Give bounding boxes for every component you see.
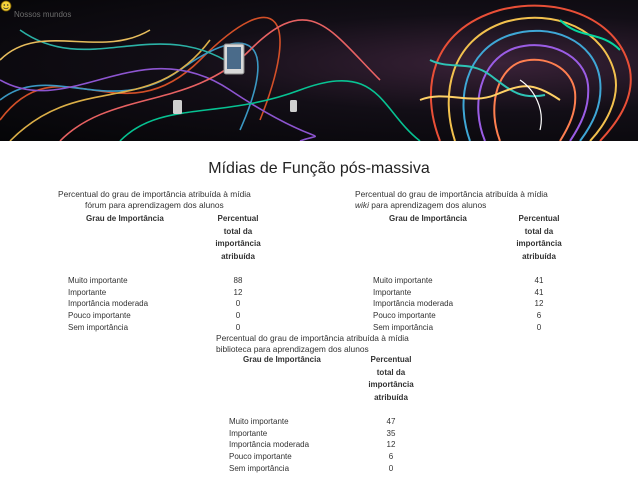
table-row: Sem importância 0 [373, 322, 542, 332]
table-row: Muito importante 41 [373, 275, 544, 285]
caption-forum [58, 189, 251, 211]
table-header-row [68, 213, 272, 263]
caption-wiki [355, 189, 548, 211]
column-header-percentual: Percentual total da importância atribuída [516, 214, 562, 261]
table-forum [68, 213, 272, 334]
banner-corner-text: Nossos mundos [14, 10, 72, 19]
table-header-row [229, 354, 435, 404]
caption-line: Percentual do grau de importância atribuída à mídia [58, 189, 251, 199]
caption-line: Percentual do grau de importância atribuída à mídia [216, 333, 409, 343]
caption-line: wiki para aprendizagem dos alunos [355, 200, 487, 210]
caption-line: Percentual do grau de importância atribuída à mídia [355, 189, 548, 199]
wired-head-illustration [0, 0, 638, 141]
table-row: Importante 35 [229, 428, 396, 438]
header-banner-image [0, 0, 638, 141]
table-row: Importância moderada 12 [373, 299, 544, 309]
caption-line: fórum para aprendizagem dos alunos [85, 200, 224, 210]
table-header-row [373, 213, 577, 263]
table-wiki [373, 213, 577, 334]
table-row: Importante 41 [373, 287, 544, 297]
column-header-grau: Grau de Importância [243, 355, 321, 364]
table-row: Importância moderada 0 [68, 299, 241, 309]
table-row: Sem importância 0 [229, 463, 394, 473]
column-header-percentual: Percentual total da importância atribuída [368, 355, 414, 402]
table-row: Pouco importante 6 [373, 311, 542, 321]
head-figure [420, 6, 631, 141]
table-row: Sem importância 0 [68, 322, 241, 332]
column-header-percentual: Percentual total da importância atribuída [215, 214, 261, 261]
table-biblioteca [229, 354, 435, 475]
column-header-grau: Grau de Importância [86, 214, 164, 223]
caption-biblioteca [216, 333, 409, 355]
table-row: Pouco importante 6 [229, 452, 394, 462]
page-title: Mídias de Função pós-massiva [208, 160, 430, 177]
caption-line: biblioteca para aprendizagem dos alunos [216, 344, 369, 354]
table-row: Muito importante 47 [229, 416, 396, 426]
phone-device [173, 100, 182, 114]
smiley-icon [1, 1, 11, 11]
table-row: Pouco importante 0 [68, 311, 241, 321]
column-header-grau: Grau de Importância [389, 214, 467, 223]
table-row: Importante 12 [68, 287, 243, 297]
table-row: Muito importante 88 [68, 275, 243, 285]
phone-device [290, 100, 297, 112]
table-row: Importância moderada 12 [229, 440, 396, 450]
